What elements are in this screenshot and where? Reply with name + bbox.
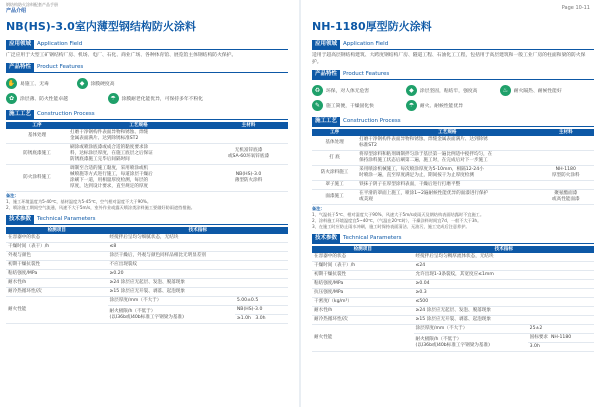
table-row (6, 288, 288, 297)
table-cell-value: ≥1.0h (236, 316, 251, 321)
table-cell: 在平滑的罩面上施工，喷涂1~2遍耐候性能优异的面漆进行保护 或美观 (357, 190, 537, 205)
feature-item (6, 91, 108, 106)
feature-item (406, 98, 500, 113)
table-row (312, 316, 594, 325)
table-cell: 5.00±0.5 (235, 297, 288, 306)
section-header (312, 233, 594, 243)
table-cell-value: 国标要求 (529, 335, 549, 340)
table-row (312, 307, 594, 316)
table-cell: 耐火极限/h（不低于） (以I36b或I40b标准工字钢梁为基准) (414, 334, 528, 352)
feature-item (108, 91, 288, 106)
product-title: NB(HS)-3.0室内薄型钢结构防火涂料 (6, 20, 196, 33)
table-cell: 防火涂料施工 (6, 165, 68, 192)
table-cell: 面漆施工 (312, 190, 357, 205)
feature-item (500, 83, 594, 98)
section-header (312, 39, 594, 49)
table-row (312, 253, 594, 262)
tech-table (312, 246, 594, 352)
section-en: Construction Process (343, 118, 401, 124)
column-header: 技术指标 (414, 246, 594, 253)
table-row (6, 144, 288, 165)
right-column (312, 18, 594, 407)
feature-icon: ☂ (406, 100, 417, 111)
table-cell: 允许出现1-3条裂纹，其宽度应≤1mm (414, 271, 594, 280)
tech-table (6, 227, 288, 324)
table-cell: 干密度/（kg/m³） (312, 298, 414, 307)
column-header: 工艺规格 (357, 129, 537, 136)
table-cell: 无机富锌底漆 或SA-60环氧锌底漆 (209, 144, 288, 165)
section-header (6, 214, 288, 224)
table-cell: 25±2 (528, 325, 594, 334)
section-header (6, 62, 288, 72)
table-cell: 外观与颜色 (6, 252, 108, 261)
table-row (312, 166, 594, 181)
note-item: 1、施工环境温度为5-40℃，基材温度为5-45℃，空气相对湿度不大于90%。 (6, 199, 152, 204)
feature-label: 易施工、无毒 (20, 82, 49, 87)
table-cell (538, 151, 594, 166)
feature-list (6, 76, 288, 106)
divider (312, 243, 594, 244)
application-text: 广泛应用于大型工矿钢结构厂房、机场、电厂、石化、商业广场、各种体育馆、展览馆主体钢结构防火保护。 (6, 53, 237, 58)
table-row (312, 151, 594, 166)
section-header (6, 39, 288, 49)
table-row (312, 289, 594, 298)
product-title: NH-1180厚型防火涂料 (312, 20, 432, 33)
feature-label: 涂层薄、防火性能卓越 (20, 97, 68, 102)
table-cell-value: NH-1180 (550, 335, 572, 340)
table-cell: 防锈底漆施工 (6, 144, 68, 165)
table-header-row (312, 246, 594, 253)
table-cell: ≤24 (414, 262, 594, 271)
feature-item (6, 76, 77, 91)
feature-item (312, 98, 406, 113)
table-cell: 罩子施工 (312, 181, 357, 190)
page-fold (299, 0, 301, 407)
table-cell-value: 3.0h (255, 316, 266, 321)
table-cell: 打 底 (312, 151, 357, 166)
feature-label: 环保，对人体无危害 (326, 89, 370, 94)
column-header: 技术指标 (108, 227, 288, 234)
section-badge: 产品特性 (312, 70, 340, 79)
table-row (6, 243, 288, 252)
brand-text: 钢结构防火涂料配套产品手册 (6, 2, 58, 7)
feature-icon: ✎ (312, 100, 323, 111)
divider (6, 72, 288, 73)
table-cell: ≤8 (108, 243, 288, 252)
feature-list (312, 83, 594, 113)
table-cell (235, 315, 288, 324)
process-table (312, 129, 594, 205)
table-cell: ≥15 涂层应无开裂、剥落、起泡现象 (108, 288, 288, 297)
feature-icon: ◆ (77, 78, 88, 89)
section-en: Construction Process (37, 111, 95, 117)
table-cell: 铁抹子阴子在厚型涂料表面，干燥后进行打磨平整 (357, 181, 537, 190)
divider (312, 126, 594, 127)
table-cell (538, 136, 594, 151)
table-cell: 聚氨酯面漆 或高性能面漆 (538, 190, 594, 205)
column-header: 工序 (312, 129, 357, 136)
table-row (6, 252, 288, 261)
table-cell: 抗压强度/MPa (312, 289, 414, 298)
feature-item (312, 83, 406, 98)
table-cell: ≥0.20 (108, 270, 288, 279)
table-cell: 干燥时间（表干）/h (312, 262, 414, 271)
divider (312, 79, 594, 80)
section-badge: 应用领域 (312, 40, 340, 49)
divider (312, 49, 594, 50)
note-item: 2、涂料施工环境温度宜5~40℃，（气温在20℃时），干燥涂料时间宜7d，一般不大于3h。 (312, 218, 482, 223)
table-cell: ≥0.04 (414, 280, 594, 289)
note-label: 备注： (312, 206, 325, 211)
feature-icon: ♨ (500, 85, 511, 96)
divider (6, 119, 288, 120)
table-cell: ≤500 (414, 298, 594, 307)
table-cell: 防火涂料施工 (312, 166, 357, 181)
feature-icon: ◆ (406, 85, 417, 96)
table-cell: 干燥时间（表干）/h (6, 243, 108, 252)
table-cell: 调制至合适的施工黏度，采用喷涂或机 械喷施等方式进行施工，每道涂层干燥后 涂刷下一道，用相量厚度检测，每层的 厚度，达到设计要求，直至规定的厚度 (68, 165, 209, 192)
note-item: 3、在施工时应防止雨水冲刷，施工时保持表面清洁、无油污，施工完成后注意养护。 (312, 224, 470, 229)
table-cell: 打磨干净钢构件表面异物和锈蚀、焊缝金属表面满片、达到除锈 标准ST2 (357, 136, 537, 151)
section-badge: 施工工艺 (6, 110, 34, 119)
table-cell: NB(HS)-3.0 (235, 306, 288, 315)
process-table (6, 122, 288, 192)
section-label: 产品介绍 (6, 8, 27, 14)
feature-label: 涂层坚固，粘结牢，强度高 (419, 89, 478, 94)
feature-label: 耐火、耐候性能优异 (419, 104, 464, 109)
table-row (312, 325, 594, 334)
table-cell: ≥15 涂层应无开裂、剥落、起泡现象 (414, 316, 594, 325)
table-cell: 基体处理 (312, 136, 357, 151)
feature-icon: ☂ (108, 93, 119, 104)
table-row (312, 298, 594, 307)
column-header: 检测项目 (312, 246, 414, 253)
table-cell: NH-1180 厚型防火涂料 (538, 166, 594, 181)
table-cell: 经搅拌后呈均匀稠厚流体状态，无结块 (414, 253, 594, 262)
table-cell: 粘结强度/MPa (312, 280, 414, 289)
table-cell (528, 334, 594, 343)
table-cell: 基体处理 (6, 129, 68, 144)
table-cell: 在容器中的状态 (312, 253, 414, 262)
feature-label: 施工简便，干燥固化快 (326, 104, 374, 109)
table-row (6, 234, 288, 243)
section-header (6, 109, 288, 119)
table-row (6, 297, 288, 306)
table-cell: 打磨干净钢构件表面异物和锈蚀、焊缝 金属表面满片、达到除锈标准ST2 (68, 129, 209, 144)
section-en: Application Field (343, 41, 389, 47)
feature-icon: ♻ (312, 85, 323, 96)
table-cell: 采用喷涂机械施工，每次喷涂厚度为5-10mm，相隔12-24小 时喷涂一遍，直至厚度满足为止，期间按干为止厚度检测 (357, 166, 537, 181)
table-cell: 不应出现裂纹 (108, 261, 288, 270)
section-en: Product Features (343, 71, 390, 77)
section-header (312, 116, 594, 126)
divider (6, 224, 288, 225)
column-header: 工艺规格 (68, 122, 209, 129)
column-header: 主材料 (209, 122, 288, 129)
section-badge: 产品特性 (6, 63, 34, 72)
feature-label: 涂膜硬度高 (90, 82, 115, 87)
table-cell: 耐水性/h (312, 307, 414, 316)
section-badge: 施工工艺 (312, 117, 340, 126)
table-cell: 涂层厚度/mm（不大于） (414, 325, 528, 334)
section-en: Product Features (37, 64, 84, 70)
table-cell: 耐火性能 (6, 297, 108, 324)
table-row (312, 190, 594, 205)
table-cell: 将厚型涂料和粘剂调制拌匀涂于基层第一遍比例适中搅拌均匀，在 保持涂料施工状态后刷第二遍，施工时，在完成后对下一步施工 (357, 151, 537, 166)
section-en: Technical Parameters (37, 216, 96, 222)
table-header-row (6, 227, 288, 234)
feature-item (77, 76, 289, 91)
table-cell: 经搅拌后呈均匀细腻状态，无结块 (108, 234, 288, 243)
table-row (312, 271, 594, 280)
table-cell (538, 181, 594, 190)
table-cell: ≥24 涂层应无起层、发泡、脱落现象 (108, 279, 288, 288)
feature-item (406, 83, 500, 98)
note-label: 备注： (6, 193, 19, 198)
section-header (312, 69, 594, 79)
table-cell: 初期干燥抗裂性 (312, 271, 414, 280)
table-cell: 粘结强度/MPa (6, 270, 108, 279)
table-cell: 耐水性/h (6, 279, 108, 288)
table-cell (209, 129, 288, 144)
note-item: 1、气温低于5℃、相对湿度大于90%、风速大于5m/s或雨天及钢结构表面结露时不宜施工。 (312, 212, 485, 217)
section-en: Application Field (37, 41, 83, 47)
table-row (312, 262, 594, 271)
column-header: 工序 (6, 122, 68, 129)
table-cell: 在容器中的状态 (6, 234, 108, 243)
note-item: 2、喷涂施工期间空气流通，风速不大于5m/s，室外作业或露天喷涂类涂料施工要做好防雨遮挡措施。 (6, 205, 195, 210)
feature-label: 耐火隔热、耐候性能好 (513, 89, 562, 94)
notes (6, 193, 288, 211)
table-cell: 耐冷热循环性/次 (6, 288, 108, 297)
table-cell: NB(HS)-3.0 薄型防火涂料 (209, 165, 288, 192)
table-cell: 涂层干燥后，外观与颜色同样品相比无明显差别 (108, 252, 288, 261)
table-header-row (312, 129, 594, 136)
notes (312, 206, 594, 230)
table-cell: 耐火极限/h（不低于） (以I36b或I40b标准工字钢梁为基准) (108, 306, 235, 324)
table-row (312, 181, 594, 190)
table-row (312, 280, 594, 289)
table-row (6, 279, 288, 288)
divider (6, 49, 288, 50)
table-cell: 3.0h (528, 343, 594, 352)
column-header: 主材料 (538, 129, 594, 136)
table-cell: ≥0.3 (414, 289, 594, 298)
section-badge: 技术参数 (312, 234, 340, 243)
table-cell: 耐冷热循环性/次 (312, 316, 414, 325)
table-row (312, 136, 594, 151)
feature-icon: ✿ (6, 93, 17, 104)
table-cell: 初期干燥抗裂性 (6, 261, 108, 270)
page-number: Page 10-11 (561, 5, 590, 11)
table-cell: 刷涂或喷涂底漆或成合适的黏度要求涂 料，达标涂层厚度，在施工底层之后保证 防锈底漆施工完毕后间隔时间 (68, 144, 209, 165)
section-badge: 技术参数 (6, 215, 34, 224)
table-row (6, 261, 288, 270)
column-header: 检测项目 (6, 227, 108, 234)
section-badge: 应用领域 (6, 40, 34, 49)
table-cell: ≥24 涂层应无起层、发泡、脱落现象 (414, 307, 594, 316)
table-header-row (6, 122, 288, 129)
table-cell: 耐火性能 (312, 325, 414, 352)
feature-icon: ✋ (7, 80, 16, 87)
table-row (6, 270, 288, 279)
section-en: Technical Parameters (343, 235, 402, 241)
table-row (6, 129, 288, 144)
table-row (6, 165, 288, 192)
left-column (6, 18, 288, 407)
table-cell: 涂层厚度/mm（不大于） (108, 297, 235, 306)
application-text: 适用于超高层钢结构建筑、大跨度钢结构厂房、隧道工程、石油化工工程，包括用于高层建筑和一般工业厂房的柱面和梁的防火保护。 (312, 53, 586, 65)
feature-label: 涂膜耐老化能优异，可保持多年不粉化 (121, 97, 204, 102)
